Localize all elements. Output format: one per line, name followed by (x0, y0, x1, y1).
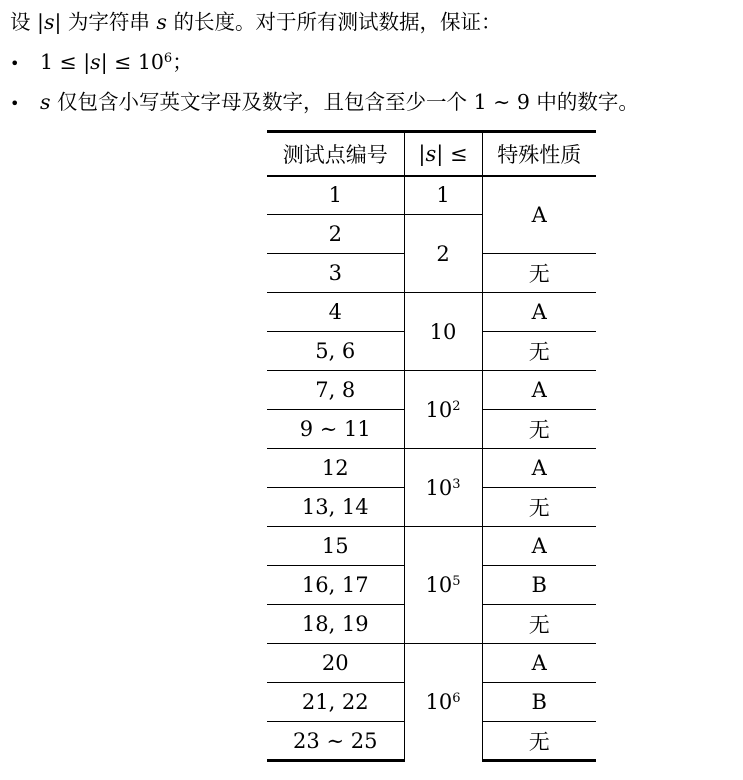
table-row (267, 176, 596, 215)
property-cell: B (482, 683, 596, 722)
length-bound-bullet: • $1 \le |s| \le 10^6$； (10, 46, 639, 86)
length-limit-cell: $10^2$ (404, 371, 482, 449)
property-cell: 无 (482, 605, 596, 644)
length-limit-cell: $10^6$ (404, 644, 482, 761)
length-limit-cell: 10 (404, 293, 482, 371)
property-cell: 无 (482, 488, 596, 527)
test-id-cell: 4 (267, 293, 404, 332)
test-id-cell: 16, 17 (267, 566, 404, 605)
test-id-cell: 12 (267, 449, 404, 488)
table-header-row (267, 132, 596, 176)
test-id-cell: 9 ∼ 11 (267, 410, 404, 449)
constraints-description (10, 6, 639, 126)
length-definition-line: 设 |s| 为字符串 s 的长度。对于所有测试数据，保证： (10, 10, 502, 34)
test-id-cell: 2 (267, 215, 404, 254)
charset-bullet: • s 仅包含小写英文字母及数字，且包含至少一个 1 ∼ 9 中的数字。 (10, 86, 639, 126)
table-row (267, 449, 596, 488)
length-limit-cell: $10^3$ (404, 449, 482, 527)
table-row (267, 644, 596, 683)
test-id-cell: 21, 22 (267, 683, 404, 722)
length-limit-cell: 1 (404, 176, 482, 215)
property-cell: A (531, 202, 547, 227)
test-id-cell: 23 ∼ 25 (267, 722, 404, 761)
header-length-limit: |s| ≤ (404, 132, 482, 176)
test-data-table (267, 130, 596, 762)
test-id-cell: 7, 8 (267, 371, 404, 410)
test-id-cell: 15 (267, 527, 404, 566)
property-cell: A (482, 644, 596, 683)
test-id-cell: 18, 19 (267, 605, 404, 644)
property-cell: B (482, 566, 596, 605)
property-cell: 无 (482, 254, 596, 293)
test-id-cell: 13, 14 (267, 488, 404, 527)
header-test-id: 测试点编号 (267, 132, 404, 176)
bullet-icon: • (10, 54, 20, 73)
property-cell: A (482, 527, 596, 566)
table-row (267, 371, 596, 410)
test-id-cell: 20 (267, 644, 404, 683)
table-row (267, 293, 596, 332)
length-limit-cell: $10^5$ (404, 527, 482, 644)
property-cell: A (482, 293, 596, 332)
test-id-cell: 5, 6 (267, 332, 404, 371)
property-cell: A (482, 371, 596, 410)
header-special-property: 特殊性质 (482, 132, 596, 176)
test-id-cell: 1 (267, 176, 404, 215)
property-cell: A (482, 449, 596, 488)
property-cell: 无 (482, 332, 596, 371)
length-limit-cell: 2 (404, 215, 482, 293)
table-row (267, 527, 596, 566)
property-cell: 无 (482, 722, 596, 761)
bullet-icon: • (10, 94, 20, 113)
test-id-cell: 3 (267, 254, 404, 293)
property-cell: 无 (482, 410, 596, 449)
